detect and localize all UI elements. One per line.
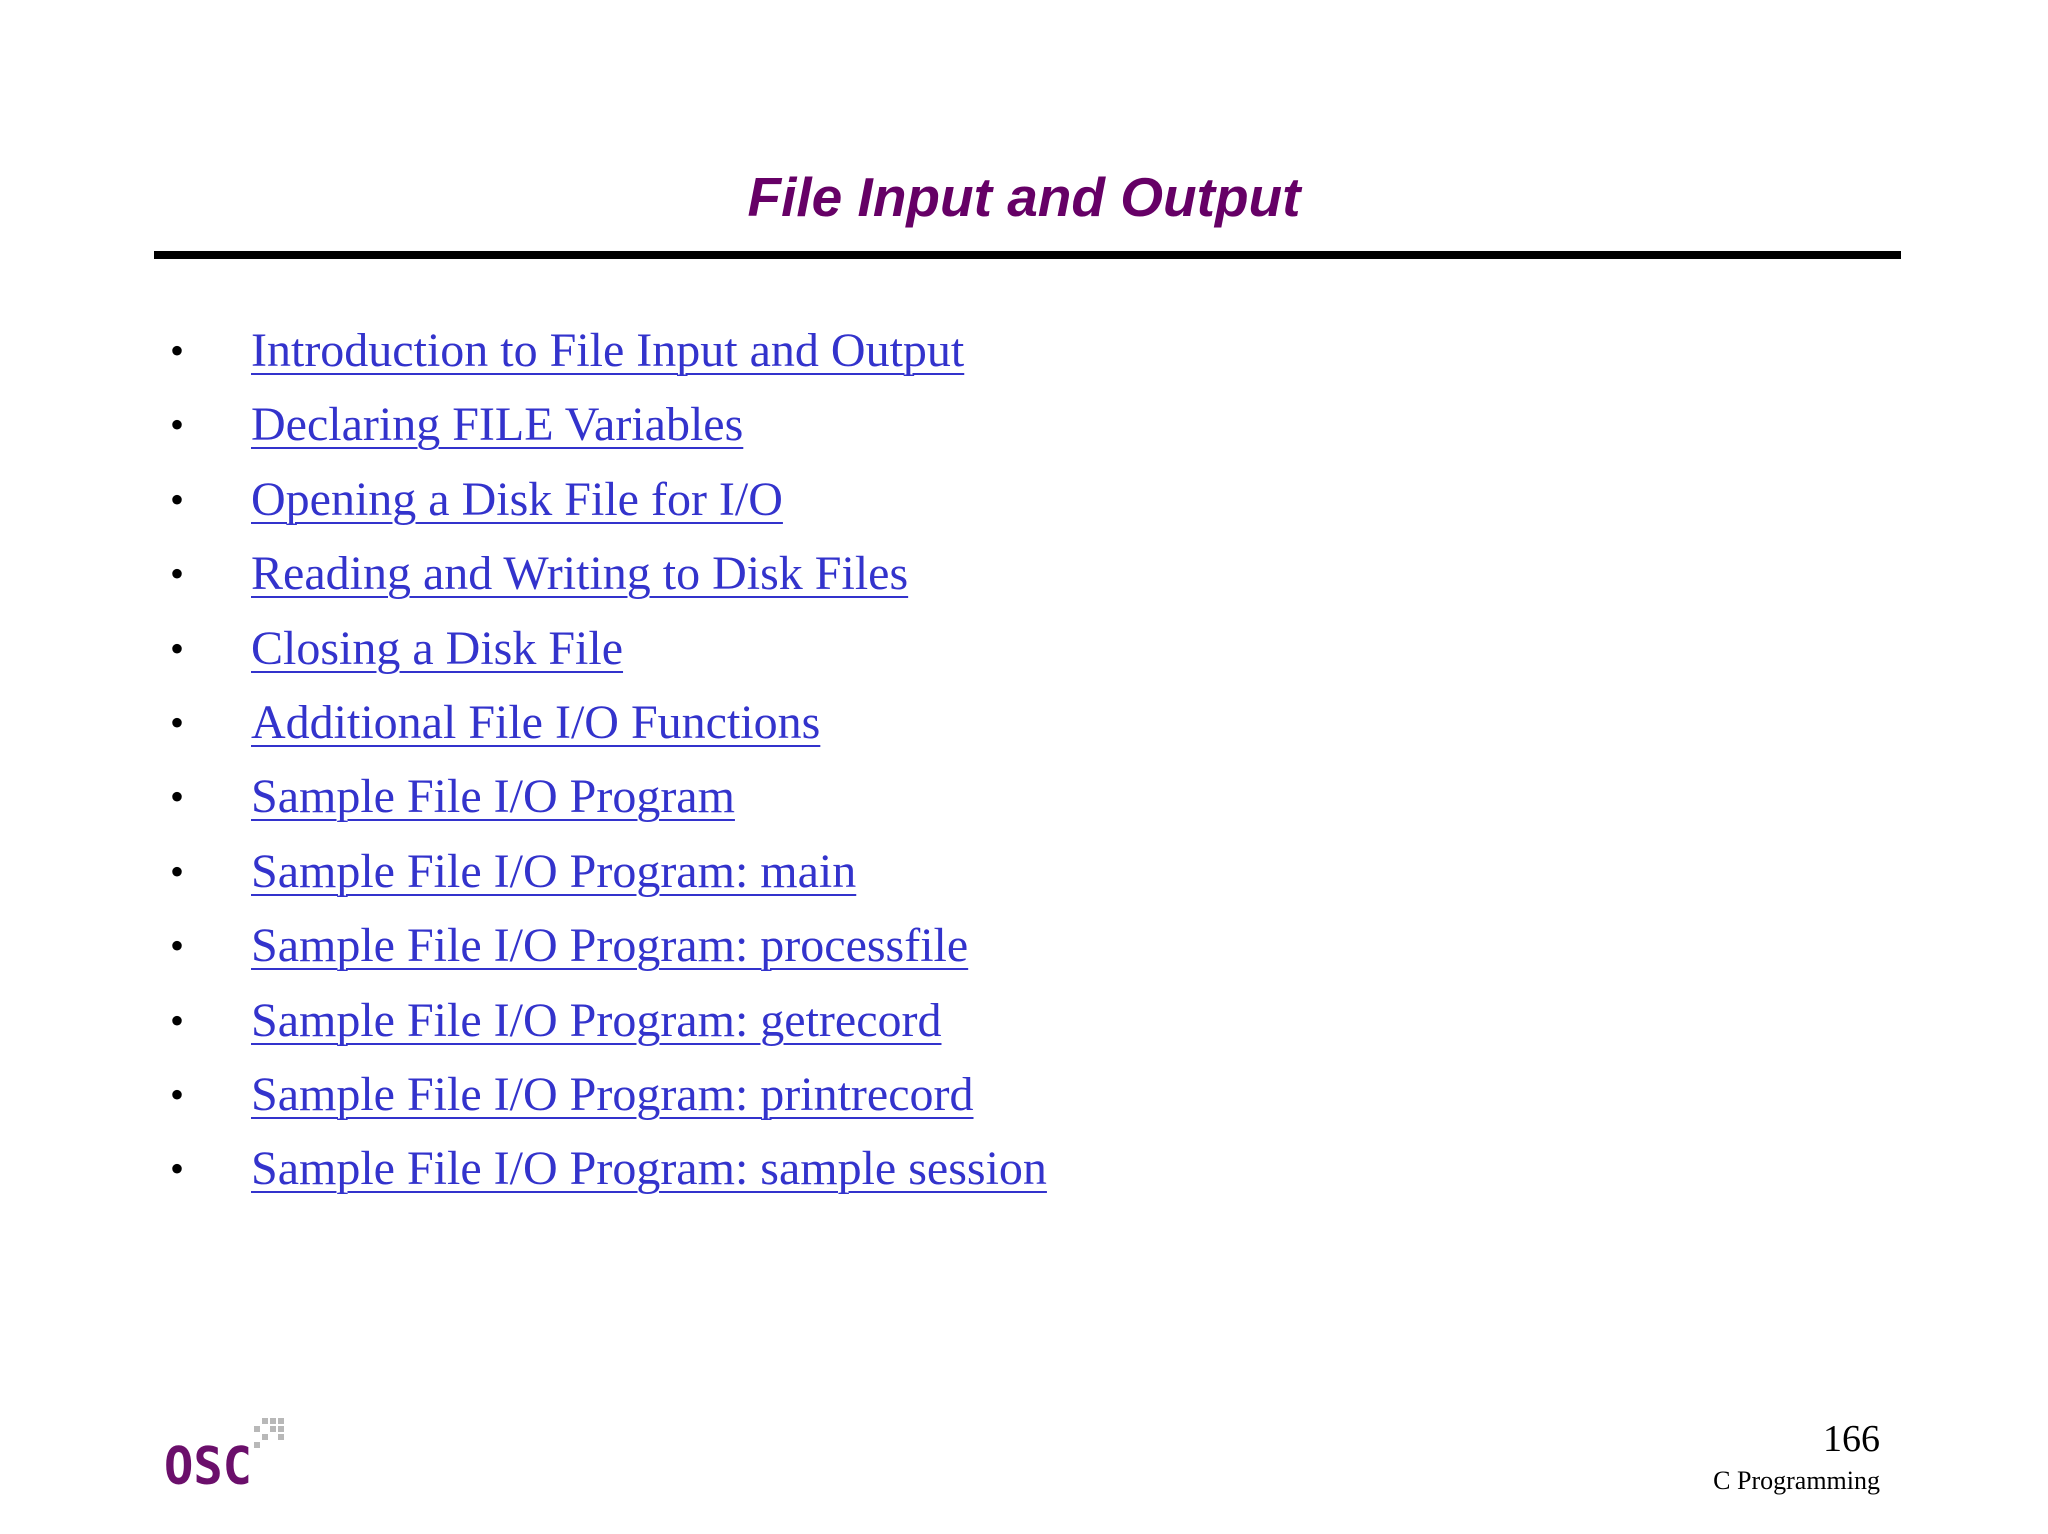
bullet-icon: • bbox=[170, 476, 185, 522]
bullet-icon: • bbox=[170, 699, 185, 745]
bullet-icon: • bbox=[170, 328, 185, 373]
topic-link[interactable]: Additional File I/O Functions bbox=[251, 695, 821, 749]
bullet-icon: • bbox=[170, 625, 185, 671]
logo-text: OSC bbox=[164, 1437, 252, 1492]
footer-caption: C Programming bbox=[1713, 1466, 1880, 1495]
topic-link[interactable]: Sample File I/O Program: sample session bbox=[251, 1142, 1047, 1196]
osc-logo bbox=[162, 1412, 292, 1492]
topic-link[interactable]: Reading and Writing to Disk Files bbox=[251, 547, 909, 601]
topic-link[interactable]: Sample File I/O Program: printrecord bbox=[251, 1067, 974, 1121]
bullet-icon: • bbox=[170, 997, 185, 1043]
topic-link[interactable]: Opening a Disk File for I/O bbox=[251, 472, 783, 526]
slide-title: File Input and Output bbox=[747, 166, 1301, 228]
topic-link[interactable]: Sample File I/O Program bbox=[251, 770, 735, 824]
title-divider bbox=[154, 251, 1901, 259]
bullet-icon: • bbox=[170, 848, 185, 894]
bullet-icon: • bbox=[170, 551, 185, 597]
topic-link[interactable]: Declaring FILE Variables bbox=[251, 398, 744, 452]
bullet-icon: • bbox=[170, 1071, 185, 1117]
bullet-icon: • bbox=[170, 1146, 185, 1192]
bullet-icon: • bbox=[170, 923, 185, 969]
topic-link[interactable]: Closing a Disk File bbox=[251, 621, 624, 675]
bullet-icon: • bbox=[170, 774, 185, 820]
topic-link[interactable]: Sample File I/O Program: processfile bbox=[251, 919, 969, 973]
bullet-icon: • bbox=[170, 402, 185, 448]
topic-link[interactable]: Sample File I/O Program: getrecord bbox=[251, 993, 942, 1047]
topic-link[interactable]: Sample File I/O Program: main bbox=[251, 844, 857, 898]
page-number: 166 bbox=[1823, 1418, 1880, 1460]
topic-link[interactable]: Introduction to File Input and Output bbox=[251, 324, 965, 377]
